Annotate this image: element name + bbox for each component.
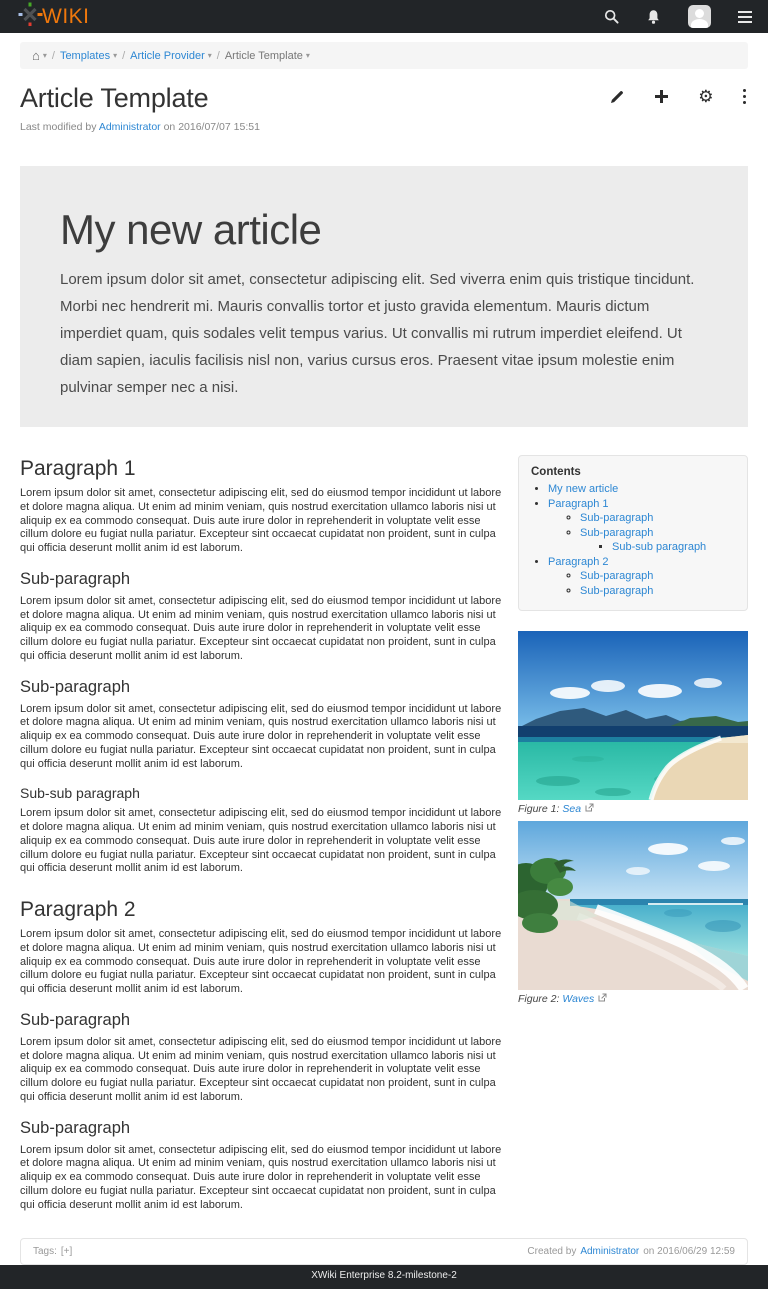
toc-link[interactable]: Sub-sub paragraph [612,541,707,553]
toc-item [580,511,735,526]
section-paragraph: Lorem ipsum dolor sit amet, consectetur adipiscing elit, sed do eiusmod tempor incididunt ut labore et dolore magna aliqua. Ut enim ad minim veniam, quis nostrud exercitation ullamco laboris nisi ut aliquip ex ea commodo consequat. Duis aute irure dolor in reprehenderit in voluptate velit esse cillum dolore eu fugiat nulla pariatur. Excepteur sint occaecat cupidatat non proident, sunt in culpa qui officia deserunt mollit anim id est laborum. [20,702,502,770]
section-paragraph: Lorem ipsum dolor sit amet, consectetur adipiscing elit, sed do eiusmod tempor incididunt ut labore et dolore magna aliqua. Ut enim ad minim veniam, quis nostrud exercitation ullamco laboris nisi ut aliquip ex ea commodo consequat. Duis aute irure dolor in reprehenderit in voluptate velit esse cillum dolore eu fugiat nulla pariatur. Excepteur sint occaecat cupidatat non proident, sunt in culpa qui officia deserunt mollit anim id est laborum. [20,487,502,554]
user-avatar[interactable] [688,5,711,28]
created-prefix: Created by [527,1246,577,1258]
toc-link[interactable]: Sub-paragraph [580,584,654,597]
site-footer [0,1265,768,1289]
version-label: XWiki Enterprise 8.2-milestone-2 [311,1270,457,1282]
document-meta-bar [20,1238,748,1265]
xwiki-logo[interactable] [18,1,90,32]
breadcrumb-item-article-provider [130,50,212,62]
section-paragraph: Lorem ipsum dolor sit amet, consectetur adipiscing elit, sed do eiusmod tempor incididunt ut labore et dolore magna aliqua. Ut enim ad minim veniam, quis nostrud exercitation ullamco laboris nisi ut aliquip ex ea commodo consequat. Duis aute irure dolor in reprehenderit in voluptate velit esse cillum dolore eu fugiat nulla pariatur. Excepteur sint occaecat cupidatat non proident, sunt in culpa qui officia deserunt mollit anim id est laborum. [20,928,502,995]
created-user-link[interactable]: Administrator [580,1246,640,1258]
menu-hamburger-icon[interactable] [738,11,752,23]
more-actions-kebab-icon[interactable] [743,89,747,105]
notifications-bell-icon[interactable] [646,9,661,25]
breadcrumb-separator: / [216,49,220,62]
toc-link[interactable]: Paragraph 2 [548,555,609,568]
breadcrumb-current-label: Article Template [224,49,303,62]
external-link-icon [598,993,607,1005]
section-heading-paragraph-2: Paragraph 2 [20,898,136,921]
toc-item [580,584,735,599]
breadcrumb-link[interactable]: Article Provider [130,49,205,62]
article-content [20,455,748,1216]
modified-prefix: Last modified by [20,121,97,133]
section-heading-sub-sub-paragraph: Sub-sub paragraph [20,785,140,802]
toc-item [548,482,735,497]
settings-gear-icon[interactable]: ⚙ [698,87,714,106]
chevron-down-icon[interactable]: ▾ [305,50,310,60]
section-paragraph: Lorem ipsum dolor sit amet, consectetur adipiscing elit, sed do eiusmod tempor incididunt ut labore et dolore magna aliqua. Ut enim ad minim veniam, quis nostrud exercitation ullamco laboris nisi ut aliquip ex ea commodo consequat. Duis aute irure dolor in reprehenderit in voluptate velit esse cillum dolore eu fugiat nulla pariatur. Excepteur sint occaecat cupidatat non proident, sunt in culpa qui officia deserunt mollit anim id est laborum. [20,1035,502,1103]
figure-link-sea[interactable]: Sea [562,803,582,815]
home-icon: ⌂ [32,48,40,63]
toc-link[interactable]: Paragraph 1 [548,497,609,510]
section-paragraph: Lorem ipsum dolor sit amet, consectetur adipiscing elit, sed do eiusmod tempor incididunt ut labore et dolore magna aliqua. Ut enim ad minim veniam, quis nostrud exercitation ullamco laboris nisi ut aliquip ex ea commodo consequat. Duis aute irure dolor in reprehenderit in voluptate velit esse cillum dolore eu fugiat nulla pariatur. Excepteur sint occaecat cupidatat non proident, sunt in culpa qui officia deserunt mollit anim id est laborum. [20,1143,502,1211]
article-body-column [20,455,508,1216]
toc-item [580,569,735,584]
figure-sea [518,631,748,815]
article-hero-title: My new article [60,206,322,253]
created-suffix: on 2016/06/29 12:59 [643,1246,735,1258]
modified-user-link[interactable]: Administrator [98,121,161,133]
last-modified-line [20,121,748,133]
toc-link[interactable]: Sub-paragraph [580,570,654,582]
section-heading-sub-paragraph: Sub-paragraph [20,1118,131,1137]
figure-waves [518,821,748,1005]
toc-item [548,555,735,599]
section-heading-sub-paragraph: Sub-paragraph [20,677,131,696]
search-icon[interactable] [604,9,619,24]
breadcrumb [20,42,748,69]
external-link-icon [585,803,594,815]
section-heading-paragraph-1: Paragraph 1 [20,457,136,480]
chevron-down-icon[interactable]: ▾ [42,50,47,60]
created-line [527,1246,735,1257]
create-plus-icon[interactable] [654,89,669,104]
figure-caption [518,993,748,1005]
toc-item [612,540,735,555]
sea-photo [518,631,748,800]
section-paragraph: Lorem ipsum dolor sit amet, consectetur adipiscing elit, sed do eiusmod tempor incididunt ut labore et dolore magna aliqua. Ut enim ad minim veniam, quis nostrud exercitation ullamco laboris nisi ut aliquip ex ea commodo consequat. Duis aute irure dolor in reprehenderit in voluptate velit esse cillum dolore eu fugiat nulla pariatur. Excepteur sint occaecat cupidatat non proident, sunt in culpa qui officia deserunt mollit anim id est laborum. [20,807,502,875]
top-navbar [0,0,768,33]
modified-suffix: on 2016/07/07 15:51 [163,121,260,133]
toc-item [548,497,735,555]
table-of-contents [518,455,748,611]
navbar-actions [604,5,752,28]
section-heading-sub-paragraph: Sub-paragraph [20,1010,131,1029]
breadcrumb-link[interactable]: Templates [59,49,111,62]
avatar-person-icon [688,5,711,28]
page-header [20,83,748,133]
chevron-down-icon[interactable]: ▾ [113,50,118,60]
figure-label: Figure 2: [518,993,560,1005]
breadcrumb-separator: / [51,49,55,62]
breadcrumb-separator: / [122,49,126,62]
article-side-column [518,455,748,1005]
figure-link-waves[interactable]: Waves [562,993,595,1005]
brand-text: WIKI [42,5,90,28]
chevron-down-icon[interactable]: ▾ [207,50,212,60]
breadcrumb-home[interactable] [32,49,47,62]
toc-heading: Contents [531,466,581,478]
toc-item [580,526,735,555]
breadcrumb-item-current [225,50,310,62]
tags-area [33,1246,72,1257]
tags-label: Tags: [33,1246,57,1258]
article-hero [20,166,748,427]
waves-photo [518,821,748,990]
article-hero-text: Lorem ipsum dolor sit amet, consectetur adipiscing elit. Sed viverra enim quis tristique tincidunt. Morbi nec hendrerit mi. Mauris convallis tortor et justo gravida elementum. Mauris dictum imperdiet quam, quis sodales velit tempus varius. Ut convallis mi rutrum imperdiet eleifend. Ut diam sapien, iaculis facilisis nisl non, varius cursus eros. Praesent vitae ipsum molestie enim pulvinar semper nec a nisi. [60,271,695,396]
page-title: Article Template [20,83,209,113]
xwiki-logo-mark-icon [18,1,43,32]
edit-pencil-icon[interactable] [609,89,625,105]
add-tag-button[interactable]: [+] [60,1246,73,1258]
section-heading-sub-paragraph: Sub-paragraph [20,569,131,588]
breadcrumb-item-templates [60,50,117,62]
section-paragraph: Lorem ipsum dolor sit amet, consectetur adipiscing elit, sed do eiusmod tempor incididunt ut labore et dolore magna aliqua. Ut enim ad minim veniam, quis nostrud exercitation ullamco laboris nisi ut aliquip ex ea commodo consequat. Duis aute irure dolor in reprehenderit in voluptate velit esse cillum dolore eu fugiat nulla pariatur. Excepteur sint occaecat cupidatat non proident, sunt in culpa qui officia deserunt mollit anim id est laborum. [20,594,502,662]
figure-caption [518,803,748,815]
figure-label: Figure 1: [518,803,560,815]
toc-link[interactable]: My new article [548,483,619,495]
page-actions [609,88,746,105]
toc-link[interactable]: Sub-paragraph [580,512,654,524]
toc-link[interactable]: Sub-paragraph [580,526,654,539]
